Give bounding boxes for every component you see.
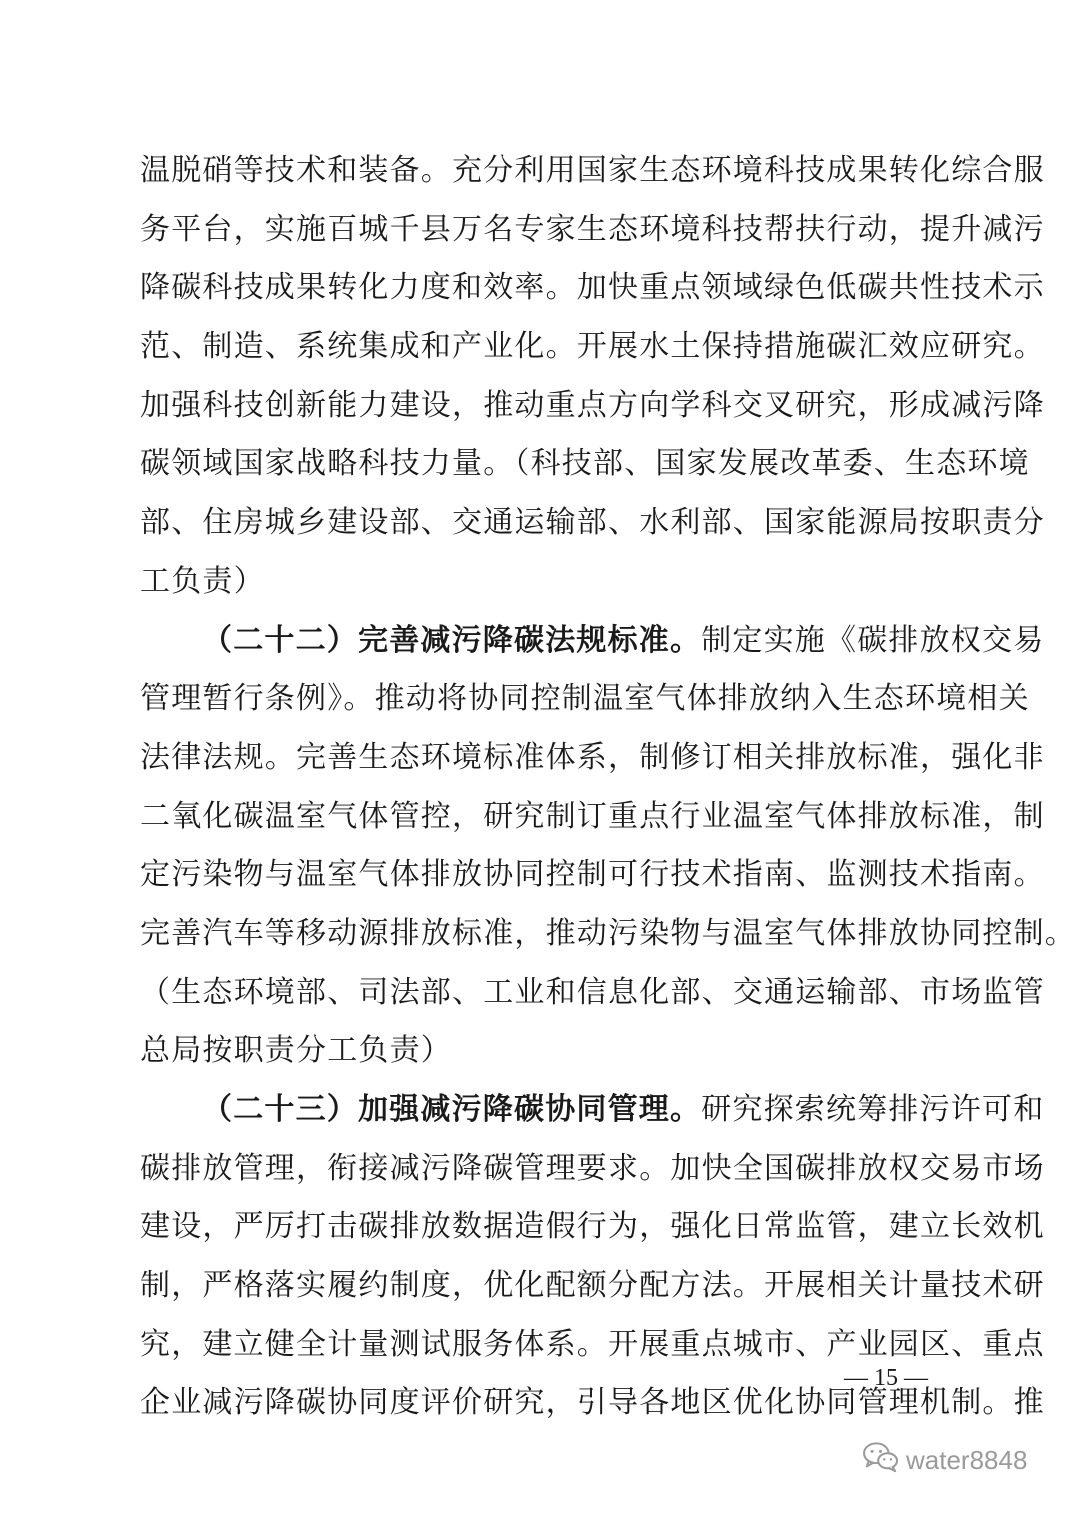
- section-22-first-line-text: 制定实施《碳排放权交易: [701, 622, 1045, 658]
- text-line: 务平台，实施百城千县万名专家生态环境科技帮扶行动，提升减污: [140, 211, 1045, 247]
- text-line: 范、制造、系统集成和产业化。开展水土保持措施碳汇效应研究。: [140, 329, 1045, 365]
- document-body: [140, 142, 1076, 1433]
- section-23-first-line-text: 研究探索统筹排污许可和: [701, 1092, 1045, 1127]
- text-line: 工负责）: [140, 563, 265, 599]
- text-line: 降碳科技成果转化力度和效率。加快重点领域绿色低碳共性技术示: [140, 270, 1045, 306]
- text-line: 温脱硝等技术和装备。充分利用国家生态环境科技成果转化综合服: [140, 153, 1045, 188]
- text-line: 碳排放管理，衔接减污降碳管理要求。加快全国碳排放权交易市场: [140, 1150, 1045, 1186]
- text-line: 制，严格落实履约制度，优化配额分配方法。开展相关计量技术研: [140, 1268, 1045, 1304]
- text-line: 企业减污降碳协同度评价研究，引导各地区优化协同管理机制。推: [140, 1385, 1045, 1421]
- text-line: 二氧化碳温室气体管控，研究制订重点行业温室气体排放标准，制: [140, 798, 1045, 834]
- text-line: 建设，严厉打击碳排放数据造假行为，强化日常监管，建立长效机: [140, 1209, 1045, 1245]
- text-line: 总局按职责分工负责）: [140, 1033, 452, 1069]
- text-line: 完善汽车等移动源排放标准，推动污染物与温室气体排放协同控制。: [140, 915, 1076, 951]
- text-line: 定污染物与温室气体排放协同控制可行技术指南、监测技术指南。: [140, 857, 1045, 893]
- section-22-first-line: [140, 612, 1045, 671]
- text-line: 部、住房城乡建设部、交通运输部、水利部、国家能源局按职责分: [140, 505, 1045, 541]
- text-line: （生态环境部、司法部、工业和信息化部、交通运输部、市场监管: [140, 974, 1045, 1010]
- text-line: 管理暂行条例》。推动将协同控制温室气体排放纳入生态环境相关: [140, 681, 1030, 717]
- section-23-heading: （二十三）加强减污降碳协同管理。: [202, 1092, 702, 1127]
- page-number: — 15 —: [844, 1365, 928, 1391]
- text-line: 碳领域国家战略科技力量。（科技部、国家发展改革委、生态环境: [140, 446, 1030, 482]
- text-line: 究，建立健全计量测试服务体系。开展重点城市、产业园区、重点: [140, 1326, 1045, 1362]
- wechat-icon: [862, 1441, 900, 1480]
- text-line: 法律法规。完善生态环境标准体系，制修订相关排放标准，强化非: [140, 739, 1045, 775]
- watermark: [862, 1440, 1062, 1480]
- text-line: 加强科技创新能力建设，推动重点方向学科交叉研究，形成减污降: [140, 387, 1045, 423]
- section-22-heading: （二十二）完善减污降碳法规标准。: [202, 622, 702, 658]
- watermark-text: water8848: [906, 1444, 1028, 1475]
- section-23-first-line: [140, 1081, 1045, 1140]
